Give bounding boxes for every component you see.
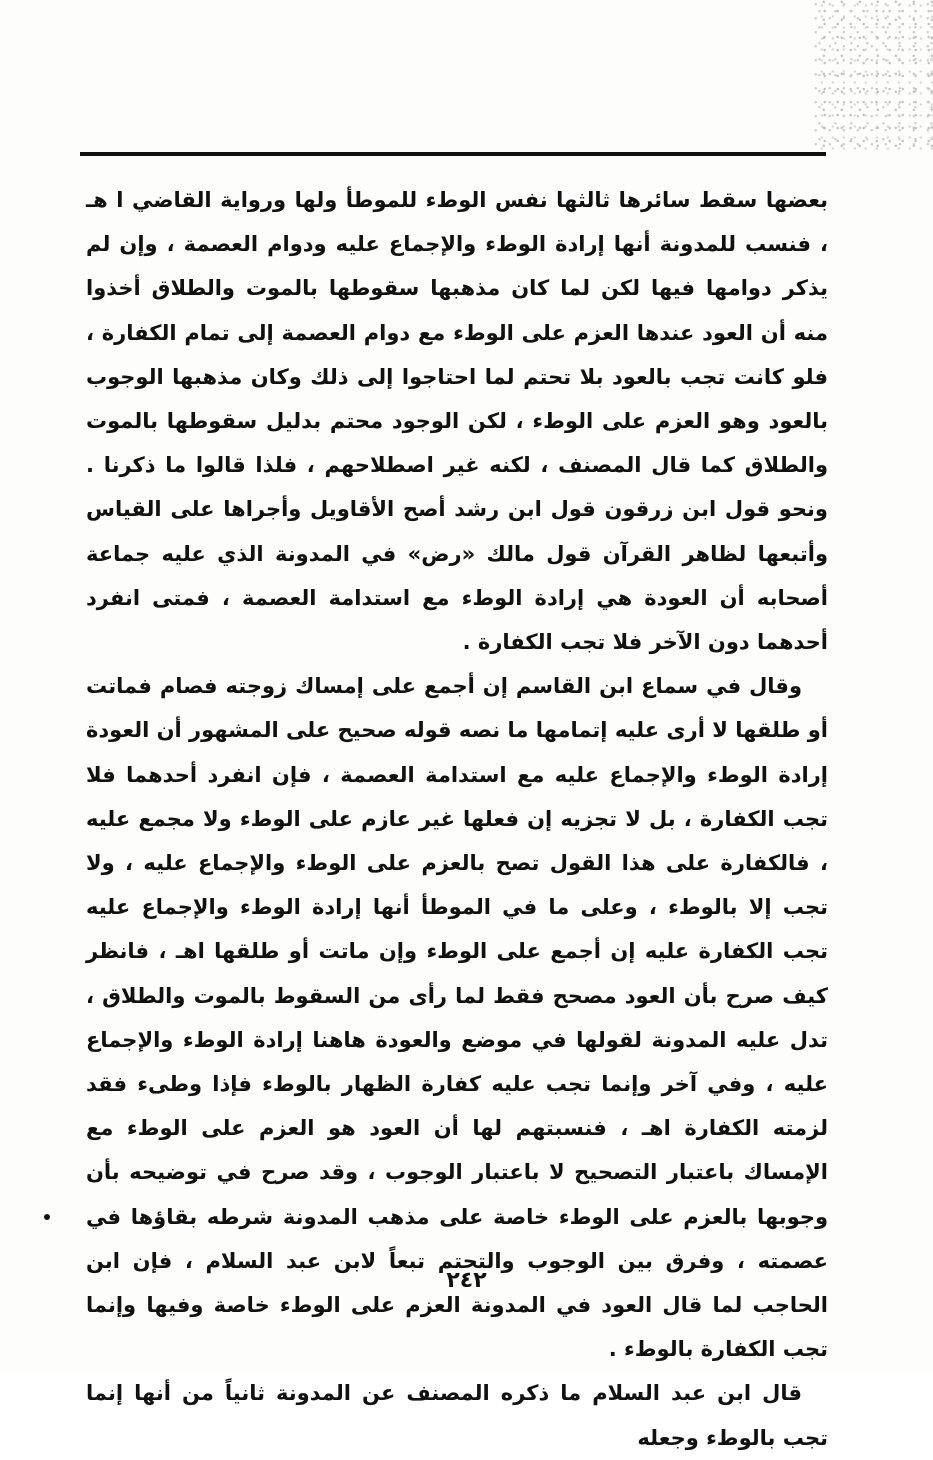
scan-noise <box>813 0 933 150</box>
page-number: ٢٤٢ <box>446 1268 487 1293</box>
header-rule <box>80 152 826 156</box>
paragraph-3: قال ابن عبد السلام ما ذكره المصنف عن المدونة ثانياً من أنها إنما تجب بالوطء وجعله <box>86 1381 828 1450</box>
margin-dot <box>44 1214 50 1220</box>
paragraph-2: وقال في سماع ابن القاسم إن أجمع على إمساك زوجته فصام فماتت أو طلقها لا أرى عليه إتمامها ما نصه قوله صحيح على المشهور أن العودة إرادة الوطء والإجماع عليه مع استدامة العصمة ، فإن انفرد أحدهما فلا تجب الكفارة ، بل لا تجزيه إن فعلها غير عازم على الوطء ولا مجمع عليه ، فالكفارة على هذا القول تصح بالعزم على الوطء والإجماع عليه ، ولا تجب إلا بالوطء ، وعلى ما في الموطأ أنها إرادة الوطء والإجماع عليه تجب الكفارة عليه إن أجمع على الوطء وإن ماتت أو طلقها اهـ ، فانظر كيف صرح بأن العود مصحح فقط لما رأى من السقوط بالموت والطلاق ، تدل عليه المدونة لقولها في موضع والعودة هاهنا إرادة الوطء والإجماع عليه ، وفي آخر وإنما تجب عليه كفارة الظهار بالوطء فإذا وطىء فقد لزمته الكفارة اهـ ، فنسبتهم لها أن العود هو العزم على الوطء مع الإمساك باعتبار التصحيح لا باعتبار الوجوب ، وقد صرح في توضيحه بأن وجوبها بالعزم على الوطء خاصة على مذهب المدونة شرطه بقاؤها في عصمته ، وفرق بين الوجوب والتحتم تبعاً لابن عبد السلام ، فإن ابن الحاجب لما قال العود في المدونة العزم على الوطء خاصة وفيها وإنما تجب الكفارة بالوطء . <box>86 674 828 1362</box>
paragraph-1: بعضها سقط سائرها ثالثها نفس الوطء للموطأ ولها ورواية القاضي ا هـ ، فنسب للمدونة أنها إرادة الوطء والإجماع عليه ودوام العصمة ، وإن لم يذكر دوامها فيها لكن لما كان مذهبها سقوطها بالموت والطلاق أخذوا منه أن العود عندها العزم على الوطء مع دوام العصمة إلى تمام الكفارة ، فلو كانت تجب بالعود بلا تحتم لما احتاجوا إلى ذلك وكان مذهبها الوجوب بالعود وهو العزم على الوطء ، لكن الوجود محتم بدليل سقوطها بالموت والطلاق كما قال المصنف ، لكنه غير اصطلاحهم ، فلذا قالوا ما ذكرنا . ونحو قول ابن زرقون قول ابن رشد أصح الأقاويل وأجراها على القياس وأتبعها لظاهر القرآن قول مالك «رض» في المدونة الذي عليه جماعة أصحابه أن العودة هي إرادة الوطء مع استدامة العصمة ، فمتى انفرد أحدهما دون الآخر فلا تجب الكفارة . <box>86 188 828 655</box>
